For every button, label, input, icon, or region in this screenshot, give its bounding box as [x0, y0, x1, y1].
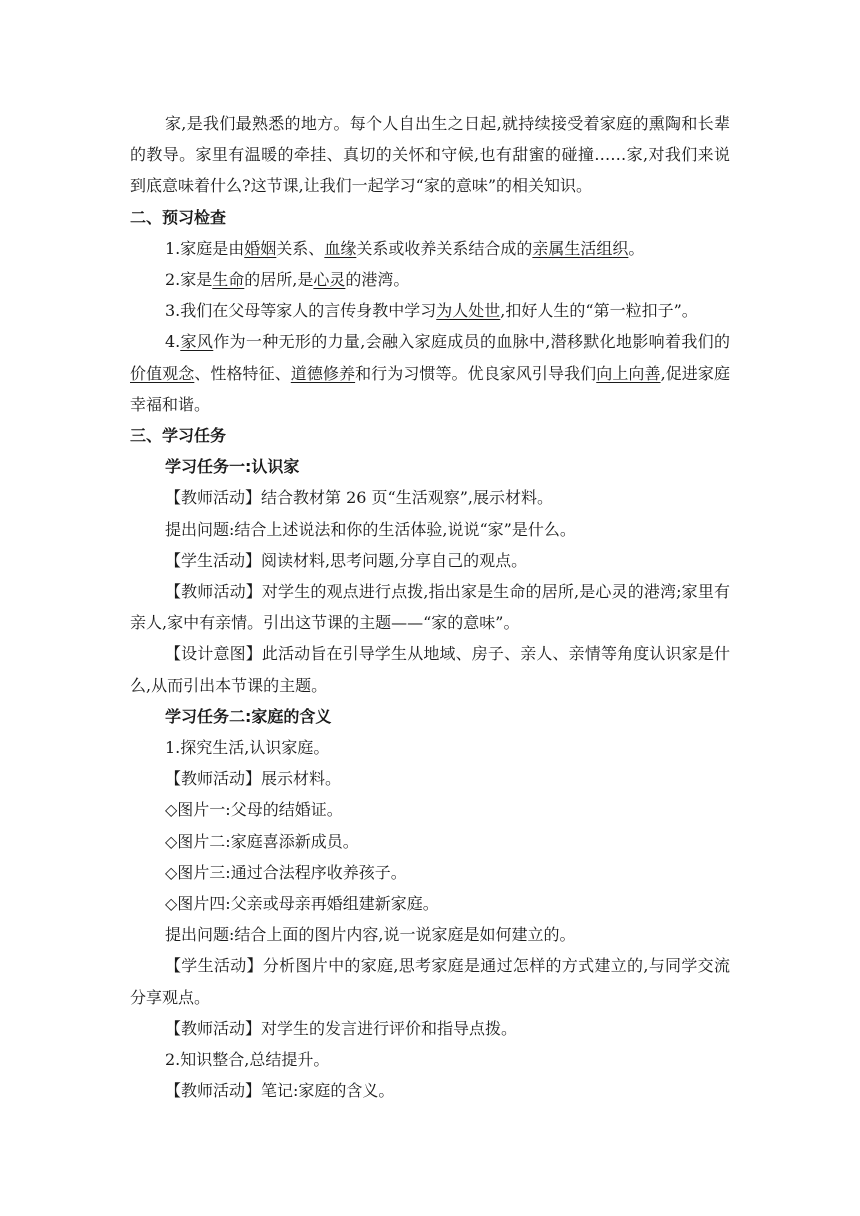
item-text: 的居所,是	[244, 270, 314, 290]
paragraph: 【学生活动】分析图片中的家庭,思考家庭是通过怎样的方式建立的,与同学交流分享观点。	[130, 956, 730, 1007]
task-two-title: 学习任务二:家庭的含义	[165, 706, 332, 726]
list-item: ◇图片一:父母的结婚证。	[165, 800, 343, 820]
item-text: 关系、	[276, 238, 325, 258]
item-text: ,扣好人生的“第一粒扣子”。	[500, 301, 698, 321]
section-heading-preview-check: 二、预习检查	[130, 207, 227, 227]
answer-text: 为人处世	[436, 301, 501, 321]
item-text: 和行为习惯等。优良家风引导我们	[355, 363, 597, 383]
answer-text: 心灵	[313, 270, 346, 290]
preview-item	[130, 326, 730, 420]
answer-text: 向上向善	[596, 363, 661, 383]
preview-item	[130, 264, 730, 295]
paragraph: 【教师活动】结合教材第 26 页“生活观察”,展示材料。	[165, 488, 553, 508]
item-text: ,促进家庭幸福和谐。	[130, 363, 730, 414]
paragraph: 提出问题:结合上述说法和你的生活体验,说说“家”是什么。	[165, 519, 576, 539]
preview-item	[130, 233, 730, 264]
list-item: ◇图片二:家庭喜添新成员。	[165, 831, 359, 851]
item-text: 作为一种无形的力量,会融入家庭成员的血脉中,潜移默化地影响着我们的	[213, 332, 730, 352]
paragraph: 【设计意图】此活动旨在引导学生从地域、房子、亲人、亲情等角度认识家是什么,从而引出本节课的主题。	[130, 644, 730, 695]
item-text: 2.家是	[165, 270, 213, 290]
answer-text: 亲属生活组织	[532, 238, 629, 258]
list-item: ◇图片三:通过合法程序收养孩子。	[165, 862, 407, 882]
list-item: ◇图片四:父亲或母亲再婚组建新家庭。	[165, 894, 439, 914]
item-text: 。	[628, 238, 645, 258]
document-page	[130, 108, 730, 1107]
paragraph: 【学生活动】阅读材料,思考问题,分享自己的观点。	[165, 550, 528, 570]
item-text: 3.我们在父母等家人的言传身教中学习	[165, 301, 437, 321]
item-text: 的港湾。	[345, 270, 410, 290]
item-text: 1.家庭是由	[165, 238, 245, 258]
preview-check-list	[130, 233, 730, 420]
answer-text: 价值观念	[130, 363, 195, 383]
preview-item	[130, 295, 730, 326]
paragraph: 【教师活动】笔记:家庭的含义。	[165, 1081, 395, 1101]
paragraph: 1.探究生活,认识家庭。	[165, 738, 330, 758]
section-heading-learning-tasks: 三、学习任务	[130, 426, 227, 446]
intro-paragraph: 家,是我们最熟悉的地方。每个人自出生之日起,就持续接受着家庭的熏陶和长辈的教导。家里有温暖的牵挂、真切的关怀和守候,也有甜蜜的碰撞……家,对我们来说到底意味着什么?这节课,让我们一起学习“家的意味”的相关知识。	[130, 114, 730, 196]
answer-text: 生命	[212, 270, 245, 290]
answer-text: 家风	[180, 332, 214, 352]
paragraph: 2.知识整合,总结提升。	[165, 1050, 330, 1070]
answer-text: 血缘	[324, 238, 357, 258]
answer-text: 道德修养	[290, 363, 356, 383]
item-text: 4.	[165, 332, 181, 352]
task-one-title: 学习任务一:认识家	[165, 457, 300, 477]
answer-text: 婚姻	[244, 238, 277, 258]
item-text: 关系或收养关系结合成的	[356, 238, 533, 258]
paragraph: 【教师活动】对学生的观点进行点拨,指出家是生命的居所,是心灵的港湾;家里有亲人,家中有亲情。引出这节课的主题——“家的意味”。	[130, 582, 730, 633]
paragraph: 提出问题:结合上面的图片内容,说一说家庭是如何建立的。	[165, 925, 576, 945]
paragraph: 【教师活动】对学生的发言进行评价和指导点拨。	[165, 1018, 518, 1038]
item-text: 、性格特征、	[194, 363, 291, 383]
paragraph: 【教师活动】展示材料。	[165, 769, 342, 789]
